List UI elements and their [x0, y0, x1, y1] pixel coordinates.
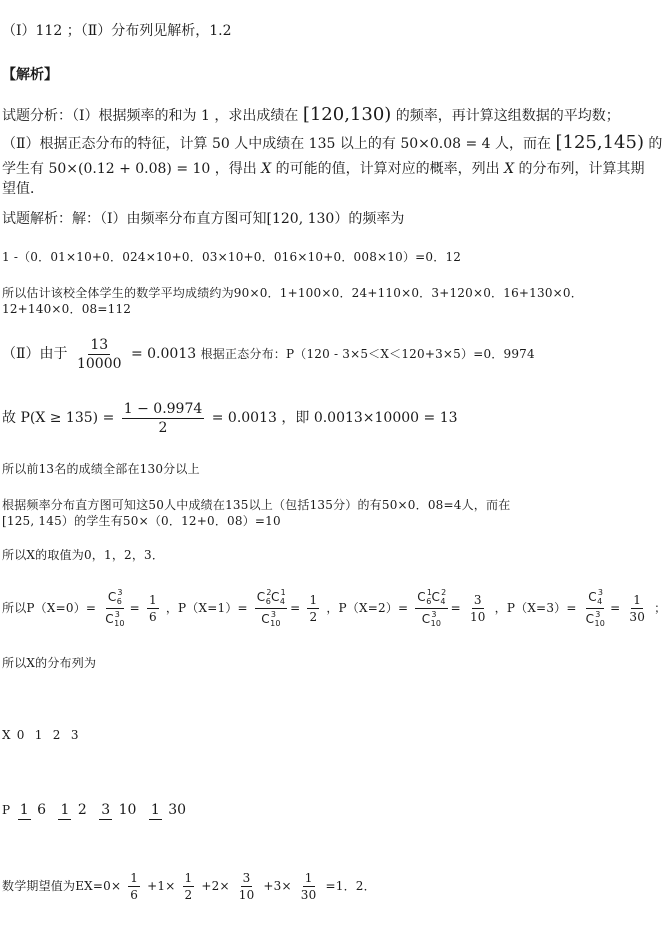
analysis-text: 的	[648, 136, 663, 152]
analysis-math: 50×0.08 = 4	[400, 136, 491, 152]
fraction-numerator: 1	[150, 801, 160, 818]
probabilities-line: 所以P（X=0）= $\frac{C^3_6}{C^3_{10}}$ = $\frac{1}{6}$ ，P（X=1）= $\frac{C^2_6C^1_4}{C^3_{10}}$ = $\frac{1}{2}$ ，P（X=2）= $\frac{C^1_6C^2_4}{C^3_{10}}$ = $\frac{3}{10}$ ，P（X=3）= $\frac{C^3_4}{C^3_{10}}$ = $\frac{1}{30}$ ；	[2, 588, 666, 628]
table-x-value: 2	[52, 728, 61, 742]
expect-text: =1．2．	[325, 879, 376, 893]
fraction-numerator: 1	[184, 871, 193, 885]
expectation-line	[2, 866, 376, 906]
table-p-label: P	[2, 803, 11, 817]
prob-equals: = 0.0013	[211, 410, 277, 426]
table-p-value	[58, 801, 88, 820]
distribution-table-p-row	[2, 788, 191, 832]
expect-text: +1×	[147, 879, 176, 893]
fraction	[468, 594, 488, 623]
fraction	[627, 594, 647, 623]
analysis-text: 学生有	[2, 161, 44, 177]
section-title: 【解析】	[2, 67, 58, 83]
fraction-denominator: 30	[300, 888, 317, 902]
distribution-intro: 所以X的分布列为	[2, 656, 97, 670]
analysis-line-2	[2, 134, 662, 153]
expect-text: +3×	[263, 879, 292, 893]
fraction-numerator: 1	[19, 801, 29, 818]
prob-label: ，P（X=3）=	[494, 601, 577, 615]
fraction	[415, 589, 447, 628]
combination-denominator: $C^3_{10}$	[421, 610, 442, 628]
analysis-line-4: 望值．	[2, 181, 44, 197]
table-p-value	[99, 801, 138, 820]
top13-line: 所以前13名的成绩全部在130分以上	[2, 462, 200, 476]
prob-expr: 0.0013×10000 = 13	[313, 410, 458, 426]
distribution-line-1: 根据频率分布直方图可知这50人中成绩在135以上（包括135分）的有50×0．08=4人，而在	[2, 498, 511, 512]
x-values-line: 所以X的取值为0，1，2，3．	[2, 548, 165, 562]
mean-line-2: 12+140×0．08=112	[2, 302, 132, 316]
fraction-denominator: 2	[158, 419, 168, 436]
distribution-table-x-row	[2, 726, 85, 744]
analysis-math: 50×(0.12 + 0.08) = 10	[48, 161, 211, 177]
table-p-value	[18, 801, 48, 820]
probability-line	[2, 398, 458, 438]
combination-numerator: $C^2_6C^1_4$	[255, 589, 287, 609]
fraction	[584, 589, 607, 628]
fraction	[299, 872, 319, 901]
analysis-text: （Ⅱ）根据正态分布的特征，计算 50 人中成绩在 135 以上的有	[2, 136, 396, 152]
analysis-text: ，求出成绩在	[214, 108, 299, 124]
analysis-text: 的分布列，计算其期	[518, 161, 645, 177]
analysis-interval: [125,145)	[555, 132, 644, 153]
distribution-line-2: [125, 145）的学生有50×（0．12+0．08）=10	[2, 514, 281, 528]
analysis-variable: X	[261, 161, 272, 177]
combination-numerator: $C^1_6C^2_4$	[415, 589, 447, 609]
fraction-denominator: 30	[168, 801, 187, 818]
fraction-denominator: 10000	[76, 355, 122, 372]
fraction-numerator: 1	[130, 871, 139, 885]
mean-line-1: 所以估计该校全体学生的数学平均成绩约为90×0．1+100×0．24+110×0．3+120×0．16+130×0．	[2, 286, 583, 300]
fraction	[183, 872, 195, 901]
fraction-denominator: 10	[118, 801, 137, 818]
table-x-value: 1	[34, 728, 43, 742]
analysis-math: 1	[200, 108, 210, 124]
fraction-numerator: 1 − 0.9974	[123, 400, 203, 417]
analysis-text: 的频率，再计算这组数据的平均数；	[395, 108, 620, 124]
fraction	[237, 872, 257, 901]
fraction	[147, 594, 159, 623]
fraction	[128, 872, 140, 901]
prob-label: ，P（X=2）=	[326, 601, 409, 615]
analysis-text: 人，而在	[495, 136, 552, 152]
combination-denominator: $C^3_{10}$	[105, 610, 125, 628]
prob-text: 故	[2, 410, 16, 426]
prob-label: 所以P（X=0）=	[2, 601, 97, 615]
combination-denominator: $C^3_{10}$	[585, 610, 606, 628]
fraction-denominator: 6	[130, 888, 139, 902]
fraction	[307, 594, 319, 623]
prob-text: ，即	[281, 410, 310, 426]
fraction-denominator: 6	[37, 801, 47, 818]
fraction-numerator: 1	[309, 593, 318, 607]
solution-intro: 试题解析：解：（Ⅰ）由频率分布直方图可知[120, 130）的频率为	[2, 211, 405, 227]
fraction	[255, 589, 287, 628]
answer-line: （Ⅰ）112 ；（Ⅱ）分布列见解析，1.2	[2, 23, 232, 39]
combination-numerator: $C^3_4$	[586, 589, 604, 609]
fraction-denominator: 2	[184, 888, 193, 902]
fraction	[122, 402, 205, 435]
part2-line	[2, 336, 535, 372]
part2-equals: = 0.0013	[130, 346, 197, 362]
fraction-numerator: 1	[633, 593, 642, 607]
table-x-value: 0	[16, 728, 25, 742]
analysis-variable: X	[504, 161, 515, 177]
prob-end: ；	[654, 601, 666, 615]
prob-label: ，P（X=1）=	[165, 601, 248, 615]
fraction-numerator: 1	[60, 801, 70, 818]
fraction-numerator: 1	[304, 871, 313, 885]
analysis-text: ，得出	[214, 161, 257, 177]
table-p-value	[149, 801, 188, 820]
part2-text: （Ⅱ）由于	[2, 346, 68, 362]
combination-denominator: $C^3_{10}$	[261, 610, 281, 628]
analysis-line-1	[2, 106, 620, 125]
fraction-denominator: 2	[309, 610, 318, 624]
table-x-label: X	[2, 728, 11, 742]
fraction	[103, 589, 126, 628]
fraction-numerator: 1	[148, 593, 157, 607]
fraction-denominator: 10	[469, 610, 486, 624]
expect-text: 数学期望值为EX=0×	[2, 879, 122, 893]
fraction-numerator: 3	[473, 593, 482, 607]
fraction	[75, 338, 124, 371]
analysis-text: 试题分析：（Ⅰ）根据频率的和为	[2, 108, 197, 124]
analysis-text: 的可能的值，计算对应的概率，列出	[275, 161, 500, 177]
frequency-calc: 1 -（0．01×10+0．024×10+0．03×10+0．016×10+0．008×10）=0．12	[2, 250, 462, 264]
analysis-line-3	[2, 160, 645, 178]
analysis-interval: [120,130)	[302, 104, 392, 125]
fraction-denominator: 6	[148, 610, 157, 624]
combination-numerator: $C^3_6$	[106, 589, 124, 609]
expect-text: +2×	[201, 879, 230, 893]
prob-expr: P(X ≥ 135) =	[20, 410, 115, 426]
fraction-numerator: 13	[90, 336, 109, 353]
fraction-numerator: 3	[101, 801, 111, 818]
fraction-numerator: 3	[242, 871, 251, 885]
fraction-denominator: 2	[77, 801, 87, 818]
fraction-denominator: 30	[629, 610, 646, 624]
table-x-value: 3	[70, 728, 79, 742]
fraction-denominator: 10	[238, 888, 255, 902]
part2-text: 根据正态分布：P（120 - 3×5＜X＜120+3×5）=0．9974	[200, 347, 535, 361]
